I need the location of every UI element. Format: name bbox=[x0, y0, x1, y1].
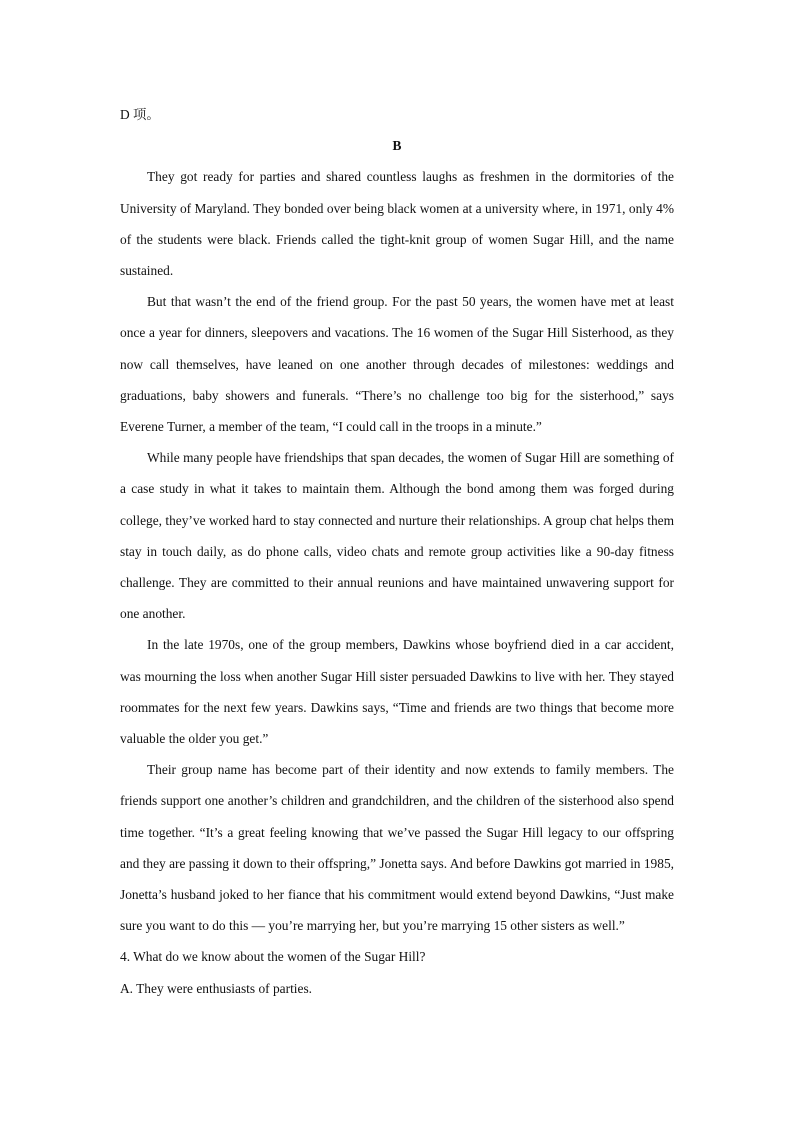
paragraph-4: In the late 1970s, one of the group members, Dawkins whose boyfriend died in a car accident, was mourning the loss when another Sugar Hill sister persuaded Dawkins to live with her. They stayed roommates for the next few years. Dawkins says, “Time and friends are two things that become more valuable the older you get.” bbox=[120, 637, 674, 747]
question-4: 4. What do we know about the women of the Sugar Hill? bbox=[120, 949, 426, 965]
section-heading: B bbox=[392, 138, 402, 154]
option-a: A. They were enthusiasts of parties. bbox=[120, 980, 313, 996]
document-page bbox=[120, 99, 674, 1004]
previous-answer-fragment: D 项。 bbox=[120, 107, 160, 122]
paragraph-1: They got ready for parties and shared countless laughs as freshmen in the dormitories of the University of Maryland. They bonded over being black women at a university where, in 1971, only 4% of the students were black. Friends called the tight-knit group of women Sugar Hill, and the name sustained. bbox=[120, 169, 674, 279]
paragraph-3: While many people have friendships that span decades, the women of Sugar Hill are something of a case study in what it takes to maintain them. Although the bond among them was forged during college, they’ve worked hard to stay connected and nurture their relationships. A group chat helps them stay in touch daily, as do phone calls, video chats and remote group activities like a 90-day fitness challenge. They are committed to their annual reunions and have maintained unwavering support for one another. bbox=[120, 450, 674, 622]
paragraph-2: But that wasn’t the end of the friend group. For the past 50 years, the women have met at least once a year for dinners, sleepovers and vacations. The 16 women of the Sugar Hill Sisterhood, as they now call themselves, have leaned on one another through decades of milestones: weddings and graduations, baby showers and funerals. “There’s no challenge too big for the sisterhood,” says Everene Turner, a member of the team, “I could call in the troops in a minute.” bbox=[120, 294, 674, 435]
paragraph-5: Their group name has become part of their identity and now extends to family members. The friends support one another’s children and grandchildren, and the children of the sisterhood also spend time together. “It’s a great feeling knowing that we’ve passed the Sugar Hill legacy to our offspring and they are passing it down to their offspring,” Jonetta says. And before Dawkins got married in 1985, Jonetta’s husband joked to her fiance that his commitment would extend beyond Dawkins, “Just make sure you want to do this — you’re marrying her, but you’re marrying 15 other sisters as well.” bbox=[120, 762, 674, 934]
